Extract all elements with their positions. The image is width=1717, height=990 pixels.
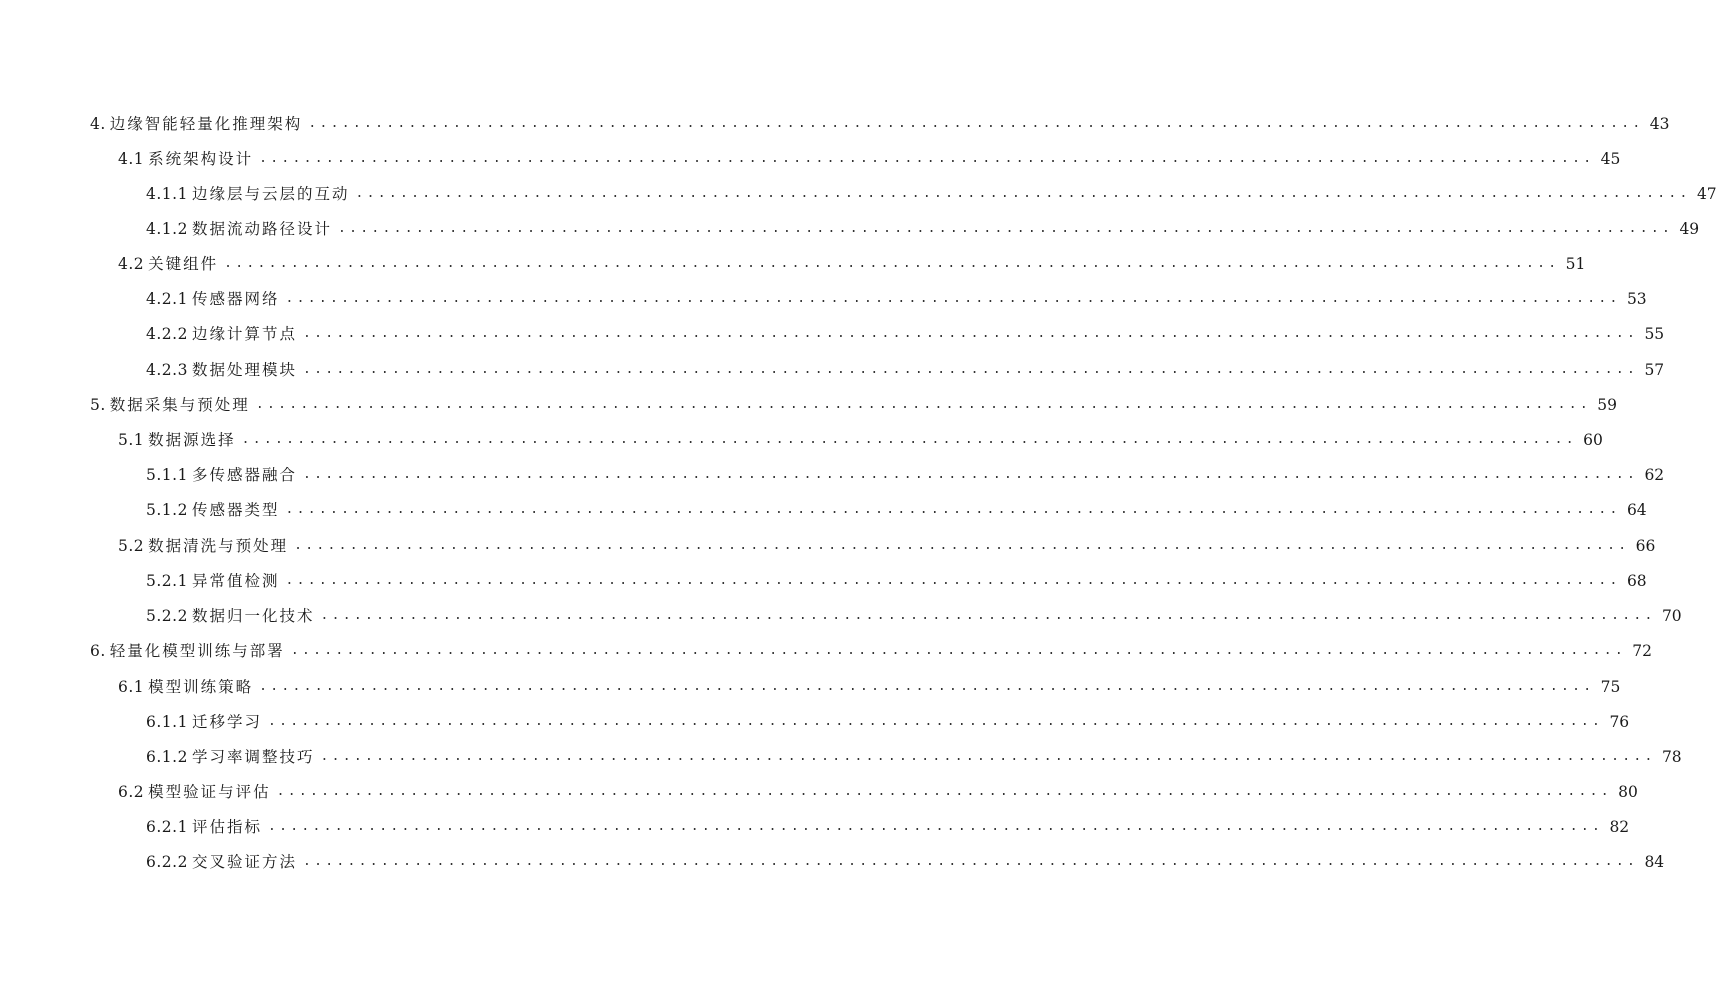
toc-entry-section-4-1[interactable]	[0, 147, 1621, 171]
toc-entry-title: 传感器类型	[191, 501, 280, 519]
dot-leader: ........................................................................................................................	[267, 819, 1604, 834]
toc-entry-number: 4.1	[118, 150, 145, 168]
toc-entry-number: 4.1.2	[146, 220, 188, 238]
toc-entry-subsection-6-1-2[interactable]	[0, 745, 1682, 769]
toc-entry-subsection-4-2-3[interactable]	[0, 358, 1665, 382]
toc-entry-title: 多传感器融合	[191, 466, 297, 484]
toc-entry-page: 62	[1644, 466, 1665, 484]
toc-entry-page: 70	[1661, 607, 1682, 625]
toc-entry-page: 75	[1600, 678, 1621, 696]
toc-entry-title: 边缘计算节点	[191, 325, 297, 343]
toc-entry-title: 轻量化模型训练与部署	[109, 642, 285, 660]
toc-entry-page: 51	[1565, 255, 1586, 273]
dot-leader: ........................................................................................................................	[255, 397, 1592, 412]
dot-leader: ........................................................................................................................	[290, 643, 1627, 658]
toc-entry-page: 45	[1600, 150, 1621, 168]
toc-entry-title: 关键组件	[148, 255, 219, 273]
toc-entry-number: 6.2.1	[146, 818, 188, 836]
toc-entry-subsection-5-2-1[interactable]	[0, 569, 1647, 593]
toc-entry-page: 72	[1632, 642, 1653, 660]
dot-leader: ........................................................................................................................	[320, 608, 1656, 623]
toc-entry-number: 6.1	[118, 678, 145, 696]
toc-entry-page: 43	[1649, 115, 1670, 133]
toc-entry-page: 66	[1635, 537, 1656, 555]
dot-leader: ........................................................................................................................	[241, 432, 1577, 447]
dot-leader: ........................................................................................................................	[259, 679, 1595, 694]
toc-entry-title: 数据采集与预处理	[109, 396, 250, 414]
toc-entry-number: 4.2.3	[146, 361, 188, 379]
toc-entry-chapter-5[interactable]	[0, 393, 1618, 417]
toc-entry-number: 4.1.1	[146, 185, 188, 203]
toc-entry-title: 数据处理模块	[191, 361, 297, 379]
toc-entry-title: 边缘层与云层的互动	[191, 185, 350, 203]
toc-entry-chapter-4[interactable]	[0, 112, 1670, 136]
toc-entry-title: 评估指标	[191, 818, 262, 836]
toc-entry-page: 76	[1609, 713, 1630, 731]
toc-entry-number: 4.2.2	[146, 325, 188, 343]
toc-entry-title: 系统架构设计	[148, 150, 254, 168]
dot-leader: ........................................................................................................................	[276, 784, 1612, 799]
toc-entry-number: 5.1.1	[146, 466, 188, 484]
dot-leader: ........................................................................................................................	[355, 186, 1691, 201]
dot-leader: ........................................................................................................................	[285, 573, 1621, 588]
dot-leader: ........................................................................................................................	[337, 221, 1674, 236]
dot-leader: ........................................................................................................................	[285, 502, 1621, 517]
dot-leader: ........................................................................................................................	[302, 467, 1639, 482]
toc-entry-number: 6.	[90, 642, 106, 660]
toc-entry-page: 78	[1661, 748, 1682, 766]
toc-entry-title: 迁移学习	[191, 713, 262, 731]
toc-entry-number: 6.1.1	[146, 713, 188, 731]
toc-entry-section-4-2[interactable]	[0, 252, 1586, 276]
toc-entry-title: 学习率调整技巧	[191, 748, 315, 766]
toc-entry-subsection-4-2-2[interactable]	[0, 322, 1665, 346]
toc-entry-number: 4.	[90, 115, 106, 133]
toc-entry-number: 4.2	[118, 255, 145, 273]
dot-leader: ........................................................................................................................	[294, 538, 1630, 553]
dot-leader: ........................................................................................................................	[285, 291, 1621, 306]
toc-entry-page: 68	[1626, 572, 1647, 590]
toc-entry-number: 6.2	[118, 783, 145, 801]
dot-leader: ........................................................................................................................	[267, 714, 1604, 729]
toc-entry-page: 57	[1644, 361, 1665, 379]
toc-entry-page: 84	[1644, 853, 1665, 871]
toc-entry-page: 55	[1644, 325, 1665, 343]
toc-entry-number: 5.	[90, 396, 106, 414]
toc-entry-subsection-6-2-1[interactable]	[0, 815, 1630, 839]
toc-entry-title: 模型训练策略	[148, 678, 254, 696]
toc-entry-number: 6.2.2	[146, 853, 188, 871]
toc-entry-page: 53	[1626, 290, 1647, 308]
toc-entry-title: 传感器网络	[191, 290, 280, 308]
toc-entry-title: 数据归一化技术	[191, 607, 315, 625]
toc-entry-subsection-4-1-2[interactable]	[0, 217, 1700, 241]
toc-entry-section-5-2[interactable]	[0, 534, 1656, 558]
toc-entry-section-6-1[interactable]	[0, 675, 1621, 699]
toc-entry-page: 59	[1597, 396, 1618, 414]
toc-entry-chapter-6[interactable]	[0, 639, 1653, 663]
toc-entry-number: 5.2.2	[146, 607, 188, 625]
dot-leader: ........................................................................................................................	[224, 256, 1560, 271]
toc-entry-subsection-6-1-1[interactable]	[0, 710, 1630, 734]
toc-entry-page: 49	[1679, 220, 1700, 238]
dot-leader: ........................................................................................................................	[320, 749, 1656, 764]
toc-entry-number: 5.1	[118, 431, 145, 449]
toc-entry-number: 4.2.1	[146, 290, 188, 308]
toc-entry-section-6-2[interactable]	[0, 780, 1638, 804]
toc-entry-page: 64	[1626, 501, 1647, 519]
toc-entry-title: 交叉验证方法	[191, 853, 297, 871]
toc-entry-number: 6.1.2	[146, 748, 188, 766]
dot-leader: ........................................................................................................................	[302, 326, 1639, 341]
toc-entry-title: 异常值检测	[191, 572, 280, 590]
toc-entry-title: 模型验证与评估	[148, 783, 271, 801]
toc-entry-subsection-5-2-2[interactable]	[0, 604, 1682, 628]
toc-entry-number: 5.2.1	[146, 572, 188, 590]
toc-entry-page: 47	[1696, 185, 1717, 203]
toc-entry-title: 数据流动路径设计	[191, 220, 332, 238]
toc-entry-section-5-1[interactable]	[0, 428, 1603, 452]
toc-entry-subsection-4-1-1[interactable]	[0, 182, 1717, 206]
toc-entry-subsection-6-2-2[interactable]	[0, 850, 1665, 874]
toc-entry-number: 5.2	[118, 537, 145, 555]
toc-entry-title: 边缘智能轻量化推理架构	[109, 115, 303, 133]
toc-entry-page: 82	[1609, 818, 1630, 836]
toc-entry-page: 60	[1583, 431, 1603, 449]
toc-entry-title: 数据源选择	[148, 431, 236, 449]
dot-leader: ........................................................................................................................	[308, 116, 1644, 131]
toc-entry-subsection-4-2-1[interactable]	[0, 287, 1647, 311]
toc-entry-subsection-5-1-2[interactable]	[0, 498, 1647, 522]
toc-entry-page: 80	[1618, 783, 1638, 801]
toc-entry-number: 5.1.2	[146, 501, 188, 519]
dot-leader: ........................................................................................................................	[302, 854, 1639, 869]
dot-leader: ........................................................................................................................	[259, 151, 1595, 166]
toc-entry-title: 数据清洗与预处理	[148, 537, 289, 555]
dot-leader: ........................................................................................................................	[302, 362, 1639, 377]
toc-entry-subsection-5-1-1[interactable]	[0, 463, 1665, 487]
